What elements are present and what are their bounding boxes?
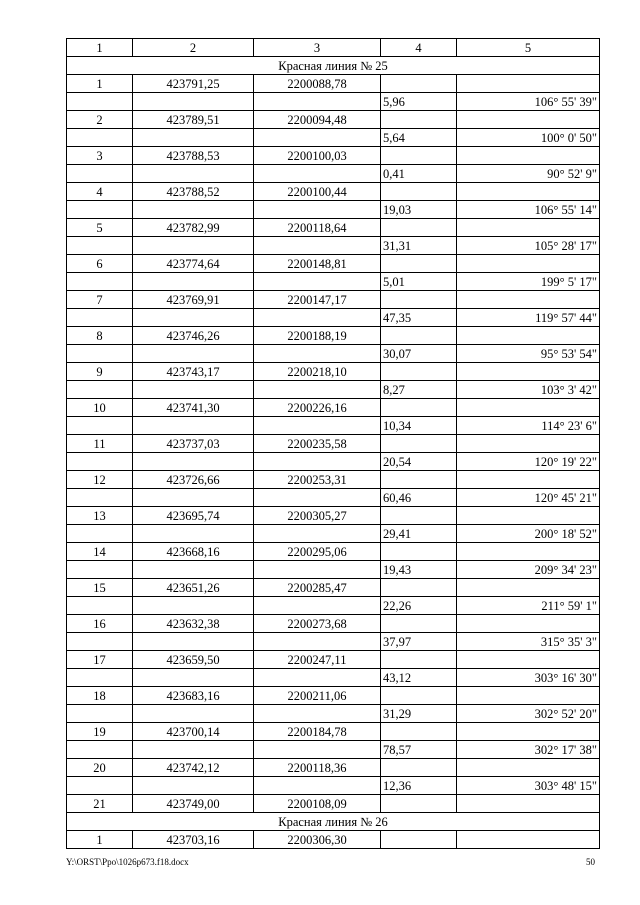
point-number bbox=[67, 525, 133, 543]
point-number bbox=[67, 129, 133, 147]
segment-row bbox=[67, 309, 600, 327]
y-coordinate: 2200211,06 bbox=[254, 687, 381, 705]
y-coordinate bbox=[254, 777, 381, 795]
distance-cell bbox=[381, 183, 457, 201]
y-coordinate: 2200253,31 bbox=[254, 471, 381, 489]
point-row bbox=[67, 687, 600, 705]
x-coordinate bbox=[133, 309, 254, 327]
y-coordinate: 2200295,06 bbox=[254, 543, 381, 561]
distance: 5,01 bbox=[381, 273, 457, 291]
y-coordinate: 2200306,30 bbox=[254, 831, 381, 849]
x-coordinate bbox=[133, 669, 254, 687]
x-coordinate: 423741,30 bbox=[133, 399, 254, 417]
direction-angle: 119° 57' 44" bbox=[457, 309, 600, 327]
direction-angle: 120° 19' 22" bbox=[457, 453, 600, 471]
x-coordinate: 423651,26 bbox=[133, 579, 254, 597]
distance-cell bbox=[381, 615, 457, 633]
point-number: 10 bbox=[67, 399, 133, 417]
point-number: 9 bbox=[67, 363, 133, 381]
y-coordinate bbox=[254, 705, 381, 723]
x-coordinate bbox=[133, 381, 254, 399]
point-number bbox=[67, 705, 133, 723]
y-coordinate bbox=[254, 345, 381, 363]
direction-angle: 120° 45' 21" bbox=[457, 489, 600, 507]
distance: 19,43 bbox=[381, 561, 457, 579]
segment-row bbox=[67, 273, 600, 291]
x-coordinate: 423668,16 bbox=[133, 543, 254, 561]
angle-cell bbox=[457, 723, 600, 741]
segment-row bbox=[67, 741, 600, 759]
direction-angle: 303° 16' 30" bbox=[457, 669, 600, 687]
point-number: 6 bbox=[67, 255, 133, 273]
distance: 22,26 bbox=[381, 597, 457, 615]
angle-cell bbox=[457, 471, 600, 489]
point-number: 12 bbox=[67, 471, 133, 489]
direction-angle: 302° 17' 38" bbox=[457, 741, 600, 759]
segment-row bbox=[67, 669, 600, 687]
distance: 31,29 bbox=[381, 705, 457, 723]
x-coordinate bbox=[133, 741, 254, 759]
angle-cell bbox=[457, 651, 600, 669]
segment-row bbox=[67, 381, 600, 399]
x-coordinate: 423703,16 bbox=[133, 831, 254, 849]
point-row bbox=[67, 363, 600, 381]
distance-cell bbox=[381, 651, 457, 669]
point-row bbox=[67, 435, 600, 453]
x-coordinate: 423743,17 bbox=[133, 363, 254, 381]
table-body bbox=[67, 57, 600, 849]
distance: 31,31 bbox=[381, 237, 457, 255]
point-number bbox=[67, 165, 133, 183]
point-number: 19 bbox=[67, 723, 133, 741]
distance-cell bbox=[381, 255, 457, 273]
x-coordinate bbox=[133, 525, 254, 543]
angle-cell bbox=[457, 795, 600, 813]
x-coordinate: 423742,12 bbox=[133, 759, 254, 777]
y-coordinate: 2200305,27 bbox=[254, 507, 381, 525]
angle-cell bbox=[457, 219, 600, 237]
point-row bbox=[67, 183, 600, 201]
direction-angle: 302° 52' 20" bbox=[457, 705, 600, 723]
point-row bbox=[67, 219, 600, 237]
y-coordinate: 2200118,36 bbox=[254, 759, 381, 777]
direction-angle: 106° 55' 39" bbox=[457, 93, 600, 111]
point-number: 21 bbox=[67, 795, 133, 813]
point-number bbox=[67, 453, 133, 471]
point-row bbox=[67, 831, 600, 849]
y-coordinate bbox=[254, 633, 381, 651]
distance: 78,57 bbox=[381, 741, 457, 759]
angle-cell bbox=[457, 831, 600, 849]
y-coordinate bbox=[254, 489, 381, 507]
y-coordinate bbox=[254, 381, 381, 399]
y-coordinate bbox=[254, 165, 381, 183]
distance-cell bbox=[381, 399, 457, 417]
point-number bbox=[67, 417, 133, 435]
y-coordinate: 2200218,10 bbox=[254, 363, 381, 381]
y-coordinate: 2200148,81 bbox=[254, 255, 381, 273]
x-coordinate bbox=[133, 597, 254, 615]
x-coordinate: 423789,51 bbox=[133, 111, 254, 129]
point-number bbox=[67, 597, 133, 615]
distance-cell bbox=[381, 147, 457, 165]
point-row bbox=[67, 399, 600, 417]
segment-row bbox=[67, 525, 600, 543]
distance-cell bbox=[381, 507, 457, 525]
point-number bbox=[67, 93, 133, 111]
x-coordinate: 423700,14 bbox=[133, 723, 254, 741]
x-coordinate bbox=[133, 561, 254, 579]
direction-angle: 103° 3' 42" bbox=[457, 381, 600, 399]
direction-angle: 95° 53' 54" bbox=[457, 345, 600, 363]
section-title: Красная линия № 26 bbox=[67, 813, 600, 831]
distance-cell bbox=[381, 759, 457, 777]
point-number bbox=[67, 381, 133, 399]
x-coordinate: 423774,64 bbox=[133, 255, 254, 273]
x-coordinate bbox=[133, 633, 254, 651]
x-coordinate: 423791,25 bbox=[133, 75, 254, 93]
point-row bbox=[67, 111, 600, 129]
point-number bbox=[67, 345, 133, 363]
distance-cell bbox=[381, 579, 457, 597]
x-coordinate bbox=[133, 201, 254, 219]
angle-cell bbox=[457, 183, 600, 201]
point-number bbox=[67, 273, 133, 291]
y-coordinate bbox=[254, 237, 381, 255]
segment-row bbox=[67, 633, 600, 651]
x-coordinate bbox=[133, 777, 254, 795]
distance-cell bbox=[381, 435, 457, 453]
point-number: 16 bbox=[67, 615, 133, 633]
point-number bbox=[67, 489, 133, 507]
x-coordinate bbox=[133, 93, 254, 111]
y-coordinate bbox=[254, 741, 381, 759]
angle-cell bbox=[457, 75, 600, 93]
segment-row bbox=[67, 201, 600, 219]
point-row bbox=[67, 759, 600, 777]
y-coordinate: 2200235,58 bbox=[254, 435, 381, 453]
x-coordinate bbox=[133, 417, 254, 435]
x-coordinate: 423746,26 bbox=[133, 327, 254, 345]
distance: 12,36 bbox=[381, 777, 457, 795]
y-coordinate: 2200188,19 bbox=[254, 327, 381, 345]
y-coordinate: 2200118,64 bbox=[254, 219, 381, 237]
distance-cell bbox=[381, 795, 457, 813]
direction-angle: 303° 48' 15" bbox=[457, 777, 600, 795]
section-row bbox=[67, 813, 600, 831]
distance: 43,12 bbox=[381, 669, 457, 687]
y-coordinate bbox=[254, 309, 381, 327]
distance-cell bbox=[381, 723, 457, 741]
y-coordinate: 2200273,68 bbox=[254, 615, 381, 633]
point-number bbox=[67, 777, 133, 795]
point-number bbox=[67, 201, 133, 219]
x-coordinate: 423737,03 bbox=[133, 435, 254, 453]
angle-cell bbox=[457, 759, 600, 777]
point-number: 7 bbox=[67, 291, 133, 309]
angle-cell bbox=[457, 111, 600, 129]
x-coordinate: 423659,50 bbox=[133, 651, 254, 669]
point-number: 5 bbox=[67, 219, 133, 237]
distance: 19,03 bbox=[381, 201, 457, 219]
column-header-4: 4 bbox=[381, 39, 457, 57]
segment-row bbox=[67, 417, 600, 435]
distance: 10,34 bbox=[381, 417, 457, 435]
distance-cell bbox=[381, 831, 457, 849]
direction-angle: 100° 0' 50" bbox=[457, 129, 600, 147]
angle-cell bbox=[457, 615, 600, 633]
distance: 37,97 bbox=[381, 633, 457, 651]
file-path: Y:\ORST\Ppo\1026p673.f18.docx bbox=[66, 857, 189, 867]
direction-angle: 315° 35' 3" bbox=[457, 633, 600, 651]
x-coordinate: 423683,16 bbox=[133, 687, 254, 705]
distance-cell bbox=[381, 687, 457, 705]
x-coordinate bbox=[133, 129, 254, 147]
distance-cell bbox=[381, 111, 457, 129]
point-number: 20 bbox=[67, 759, 133, 777]
distance: 47,35 bbox=[381, 309, 457, 327]
point-number: 4 bbox=[67, 183, 133, 201]
y-coordinate: 2200100,44 bbox=[254, 183, 381, 201]
direction-angle: 209° 34' 23" bbox=[457, 561, 600, 579]
point-row bbox=[67, 651, 600, 669]
section-title: Красная линия № 25 bbox=[67, 57, 600, 75]
point-row bbox=[67, 615, 600, 633]
distance: 29,41 bbox=[381, 525, 457, 543]
y-coordinate: 2200226,16 bbox=[254, 399, 381, 417]
section-row bbox=[67, 57, 600, 75]
y-coordinate bbox=[254, 93, 381, 111]
distance: 0,41 bbox=[381, 165, 457, 183]
x-coordinate bbox=[133, 489, 254, 507]
y-coordinate bbox=[254, 561, 381, 579]
y-coordinate bbox=[254, 525, 381, 543]
y-coordinate: 2200184,78 bbox=[254, 723, 381, 741]
point-number bbox=[67, 633, 133, 651]
page-number: 50 bbox=[586, 857, 595, 867]
y-coordinate: 2200100,03 bbox=[254, 147, 381, 165]
point-row bbox=[67, 723, 600, 741]
angle-cell bbox=[457, 327, 600, 345]
coordinates-table bbox=[66, 38, 600, 849]
x-coordinate: 423782,99 bbox=[133, 219, 254, 237]
direction-angle: 199° 5' 17" bbox=[457, 273, 600, 291]
y-coordinate: 2200094,48 bbox=[254, 111, 381, 129]
x-coordinate: 423726,66 bbox=[133, 471, 254, 489]
y-coordinate bbox=[254, 453, 381, 471]
x-coordinate bbox=[133, 345, 254, 363]
segment-row bbox=[67, 129, 600, 147]
angle-cell bbox=[457, 579, 600, 597]
point-number: 1 bbox=[67, 75, 133, 93]
y-coordinate: 2200247,11 bbox=[254, 651, 381, 669]
angle-cell bbox=[457, 687, 600, 705]
angle-cell bbox=[457, 435, 600, 453]
distance: 60,46 bbox=[381, 489, 457, 507]
y-coordinate: 2200108,09 bbox=[254, 795, 381, 813]
point-number: 1 bbox=[67, 831, 133, 849]
column-header-5: 5 bbox=[457, 39, 600, 57]
point-number: 13 bbox=[67, 507, 133, 525]
header-row bbox=[67, 39, 600, 57]
angle-cell bbox=[457, 291, 600, 309]
segment-row bbox=[67, 561, 600, 579]
y-coordinate bbox=[254, 417, 381, 435]
x-coordinate bbox=[133, 705, 254, 723]
direction-angle: 90° 52' 9" bbox=[457, 165, 600, 183]
y-coordinate bbox=[254, 273, 381, 291]
point-row bbox=[67, 327, 600, 345]
distance-cell bbox=[381, 363, 457, 381]
point-number: 14 bbox=[67, 543, 133, 561]
point-row bbox=[67, 291, 600, 309]
point-number: 3 bbox=[67, 147, 133, 165]
x-coordinate: 423788,53 bbox=[133, 147, 254, 165]
segment-row bbox=[67, 345, 600, 363]
distance: 8,27 bbox=[381, 381, 457, 399]
x-coordinate bbox=[133, 453, 254, 471]
y-coordinate bbox=[254, 201, 381, 219]
point-number: 17 bbox=[67, 651, 133, 669]
segment-row bbox=[67, 597, 600, 615]
column-header-3: 3 bbox=[254, 39, 381, 57]
distance-cell bbox=[381, 471, 457, 489]
point-row bbox=[67, 75, 600, 93]
x-coordinate bbox=[133, 165, 254, 183]
direction-angle: 106° 55' 14" bbox=[457, 201, 600, 219]
x-coordinate: 423788,52 bbox=[133, 183, 254, 201]
angle-cell bbox=[457, 543, 600, 561]
point-number: 18 bbox=[67, 687, 133, 705]
direction-angle: 114° 23' 6" bbox=[457, 417, 600, 435]
column-header-2: 2 bbox=[133, 39, 254, 57]
point-number: 15 bbox=[67, 579, 133, 597]
x-coordinate: 423695,74 bbox=[133, 507, 254, 525]
column-header-1: 1 bbox=[67, 39, 133, 57]
segment-row bbox=[67, 165, 600, 183]
segment-row bbox=[67, 489, 600, 507]
angle-cell bbox=[457, 255, 600, 273]
distance: 20,54 bbox=[381, 453, 457, 471]
angle-cell bbox=[457, 507, 600, 525]
point-row bbox=[67, 507, 600, 525]
x-coordinate: 423749,00 bbox=[133, 795, 254, 813]
segment-row bbox=[67, 237, 600, 255]
point-row bbox=[67, 795, 600, 813]
angle-cell bbox=[457, 399, 600, 417]
y-coordinate bbox=[254, 597, 381, 615]
x-coordinate: 423769,91 bbox=[133, 291, 254, 309]
y-coordinate bbox=[254, 669, 381, 687]
point-number bbox=[67, 741, 133, 759]
direction-angle: 200° 18' 52" bbox=[457, 525, 600, 543]
point-row bbox=[67, 255, 600, 273]
segment-row bbox=[67, 705, 600, 723]
point-number bbox=[67, 309, 133, 327]
point-number: 11 bbox=[67, 435, 133, 453]
segment-row bbox=[67, 777, 600, 795]
distance-cell bbox=[381, 291, 457, 309]
point-number bbox=[67, 237, 133, 255]
distance-cell bbox=[381, 75, 457, 93]
y-coordinate bbox=[254, 129, 381, 147]
x-coordinate bbox=[133, 273, 254, 291]
distance: 5,96 bbox=[381, 93, 457, 111]
y-coordinate: 2200147,17 bbox=[254, 291, 381, 309]
segment-row bbox=[67, 453, 600, 471]
distance-cell bbox=[381, 327, 457, 345]
direction-angle: 105° 28' 17" bbox=[457, 237, 600, 255]
x-coordinate: 423632,38 bbox=[133, 615, 254, 633]
point-row bbox=[67, 471, 600, 489]
y-coordinate: 2200285,47 bbox=[254, 579, 381, 597]
distance: 30,07 bbox=[381, 345, 457, 363]
segment-row bbox=[67, 93, 600, 111]
distance: 5,64 bbox=[381, 129, 457, 147]
angle-cell bbox=[457, 363, 600, 381]
point-number: 2 bbox=[67, 111, 133, 129]
point-row bbox=[67, 147, 600, 165]
y-coordinate: 2200088,78 bbox=[254, 75, 381, 93]
direction-angle: 211° 59' 1" bbox=[457, 597, 600, 615]
distance-cell bbox=[381, 219, 457, 237]
point-row bbox=[67, 579, 600, 597]
point-number: 8 bbox=[67, 327, 133, 345]
point-row bbox=[67, 543, 600, 561]
point-number bbox=[67, 561, 133, 579]
x-coordinate bbox=[133, 237, 254, 255]
distance-cell bbox=[381, 543, 457, 561]
angle-cell bbox=[457, 147, 600, 165]
point-number bbox=[67, 669, 133, 687]
